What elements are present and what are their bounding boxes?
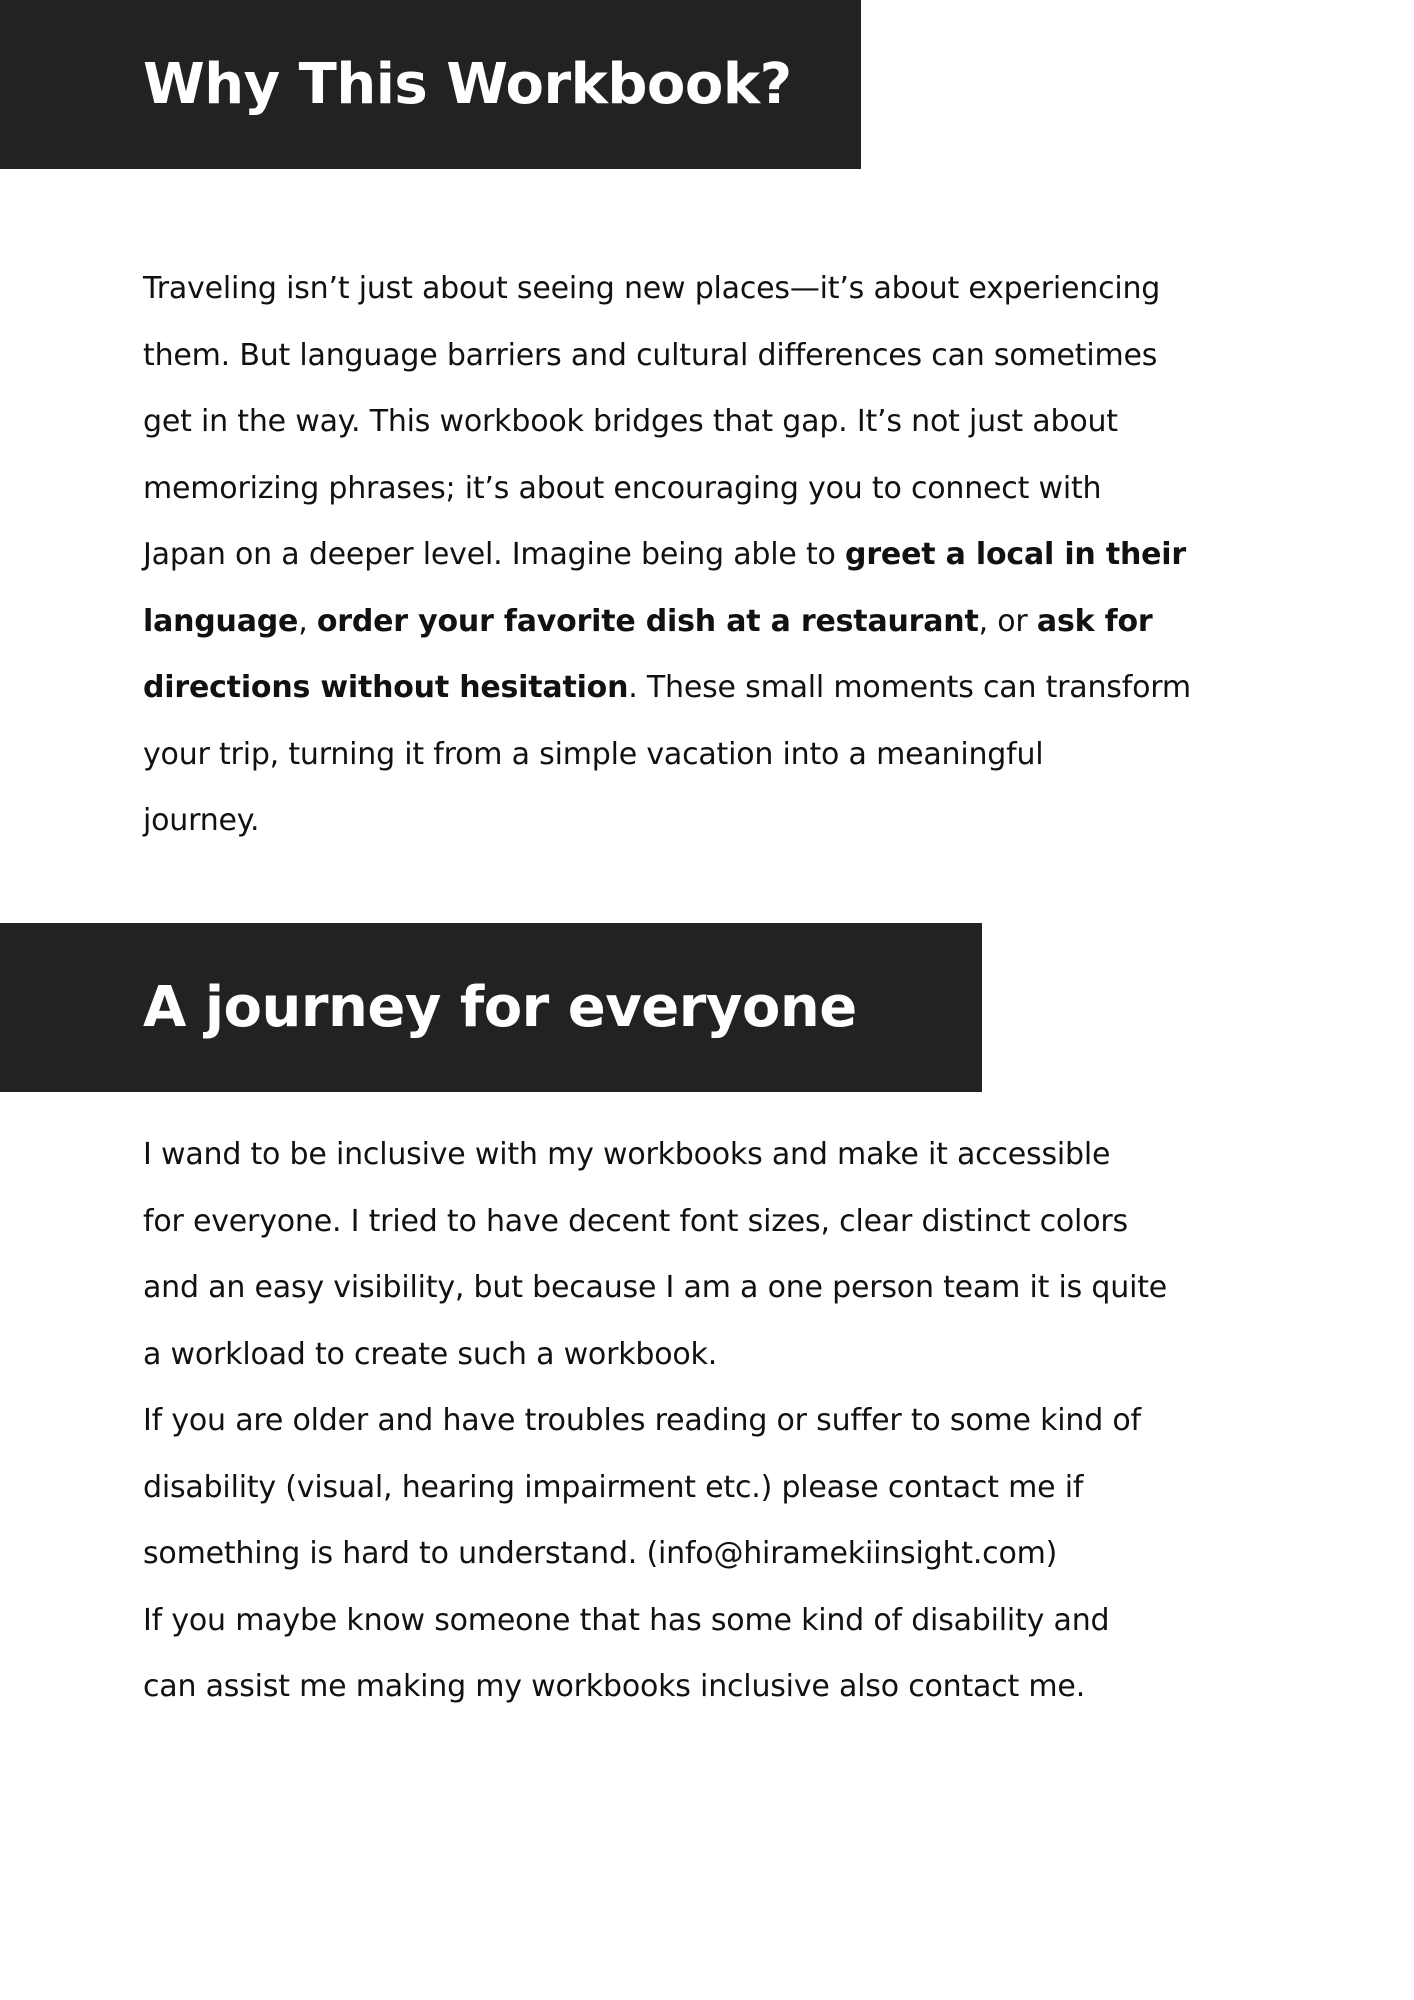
- text-run: disability (visual, hearing impairment etc.) please contact me if: [143, 1469, 1084, 1505]
- paragraph-why-this-workbook: [143, 256, 1293, 855]
- text-run: and an easy visibility, but because I am a one person team it is quite: [143, 1270, 1168, 1305]
- text-run: memorizing phrases; it’s about encouraging you to connect with: [143, 470, 1102, 506]
- text-line: [143, 589, 1293, 656]
- text-line: [143, 1322, 1293, 1389]
- text-line: [143, 1122, 1293, 1189]
- text-line: [143, 655, 1293, 722]
- text-run: your trip, turning it from a simple vacation into a meaningful: [143, 736, 1044, 772]
- text-run: get in the way. This workbook bridges that gap. It’s not just about: [143, 404, 1118, 439]
- text-run: ,: [298, 603, 317, 639]
- bold-phrase: ask for: [1036, 603, 1153, 639]
- section-heading-why-this-workbook: Why This Workbook?: [143, 51, 792, 117]
- text-line: [143, 1388, 1293, 1455]
- bold-phrase: directions without hesitation: [143, 670, 629, 705]
- text-run: can assist me making my workbooks inclusive also contact me.: [143, 1669, 1086, 1704]
- bold-phrase: order your favorite dish at a restaurant: [316, 603, 979, 639]
- paragraph-journey-for-everyone: [143, 1122, 1293, 1721]
- bold-phrase: language: [143, 603, 299, 639]
- text-run: journey.: [143, 803, 260, 838]
- section-heading-banner-journey: [0, 923, 982, 1092]
- text-run: for everyone. I tried to have decent font sizes, clear distinct colors: [143, 1203, 1128, 1239]
- text-line: [143, 1455, 1293, 1522]
- text-run: Japan on a deeper level. Imagine being able to: [143, 537, 846, 572]
- text-line: [143, 1588, 1293, 1655]
- text-line: [143, 389, 1293, 456]
- text-line: [143, 722, 1293, 789]
- text-run: If you maybe know someone that has some kind of disability and: [143, 1602, 1110, 1638]
- text-run: a workload to create such a workbook.: [143, 1336, 718, 1372]
- text-run: If you are older and have troubles reading or suffer to some kind of: [143, 1403, 1141, 1438]
- text-line: [143, 456, 1293, 523]
- text-line: [143, 1255, 1293, 1322]
- text-line: [143, 1521, 1293, 1588]
- text-run: something is hard to understand. (info@hiramekiinsight.com): [143, 1536, 1058, 1571]
- section-heading-journey-for-everyone: A journey for everyone: [143, 974, 857, 1040]
- text-line: [143, 323, 1293, 390]
- section-heading-banner-why: [0, 0, 861, 169]
- text-run: . These small moments can transform: [628, 670, 1191, 705]
- text-line: [143, 1189, 1293, 1256]
- text-line: [143, 1654, 1293, 1721]
- text-run: them. But language barriers and cultural differences can sometimes: [143, 337, 1158, 373]
- text-run: Traveling isn’t just about seeing new places—it’s about experiencing: [143, 271, 1161, 306]
- text-run: , or: [978, 603, 1037, 639]
- text-run: I wand to be inclusive with my workbooks and make it accessible: [143, 1137, 1111, 1172]
- bold-phrase: greet a local in their: [845, 537, 1186, 572]
- text-line: [143, 788, 1293, 855]
- text-line: [143, 522, 1293, 589]
- text-line: [143, 256, 1293, 323]
